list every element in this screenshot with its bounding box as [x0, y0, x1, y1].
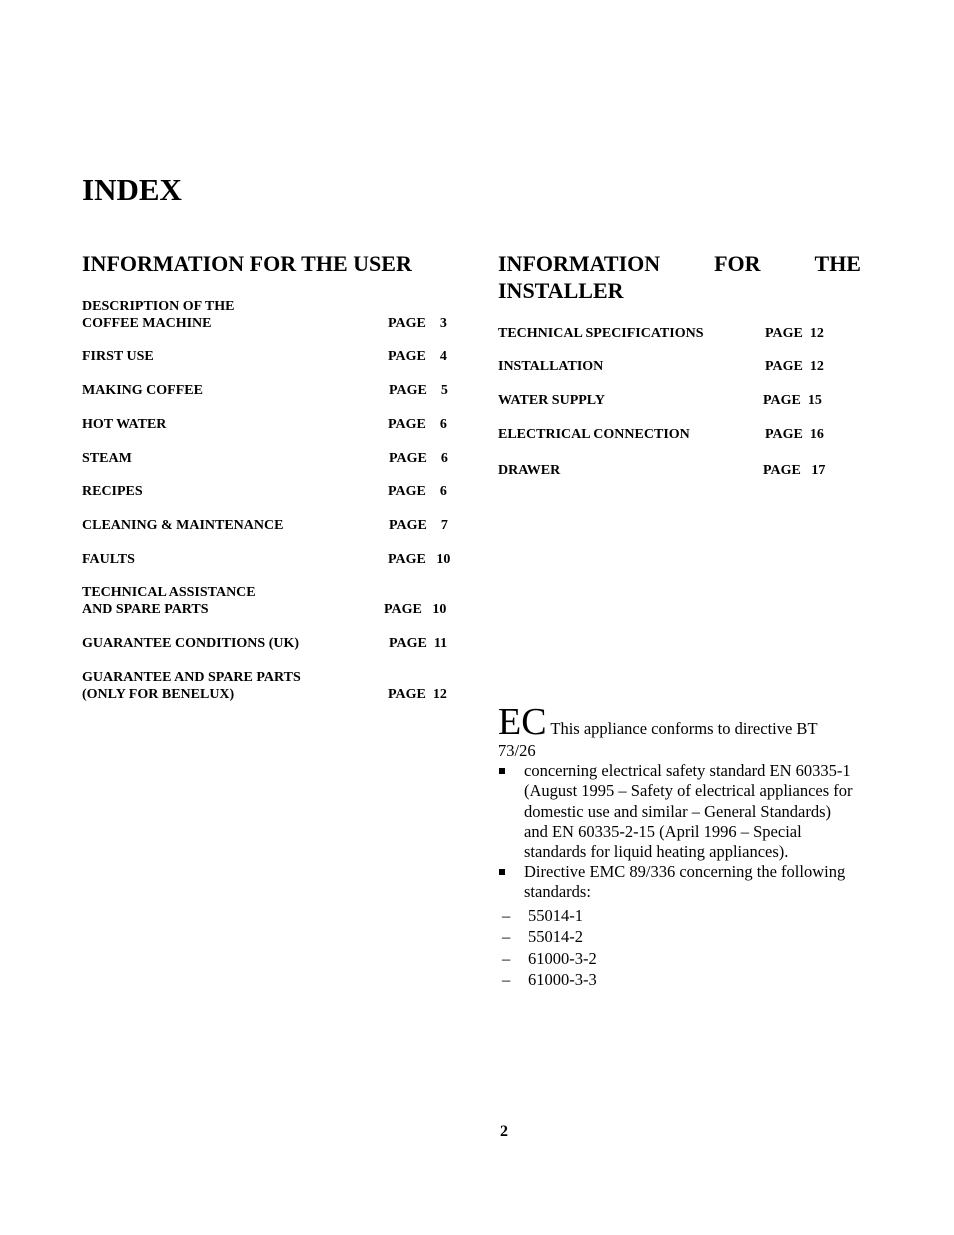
list-item: concerning electrical safety standard EN 60335-1 (August 1995 – Safety of electrical appliances for domestic use and similar – General Standards) and EN 60335-2-15 (April 1996 – Special standards for liquid heating appliances).: [498, 761, 858, 862]
installer-heading-word: FOR: [714, 251, 761, 276]
toc-entry-label: WATER SUPPLY: [498, 393, 605, 408]
toc-entry-page: PAGE 6: [389, 451, 448, 466]
toc-entry-label: GUARANTEE CONDITIONS (UK): [82, 636, 300, 651]
toc-entry-label: DESCRIPTION OF THE COFFEE MACHINE: [82, 299, 235, 331]
toc-entry-page: PAGE 10: [388, 552, 451, 567]
toc-entry: [82, 635, 462, 652]
toc-entry: [498, 392, 858, 409]
toc-entry: [82, 517, 462, 534]
toc-entry-label: TECHNICAL SPECIFICATIONS: [498, 326, 704, 341]
toc-entry-label: RECIPES: [82, 484, 143, 499]
toc-entry-page: PAGE 3: [388, 316, 447, 331]
ec-conformity-notice: [498, 703, 858, 991]
toc-entry: [82, 669, 462, 703]
installer-heading-word: INFORMATION: [498, 251, 661, 276]
toc-entry-label: CLEANING & MAINTENANCE: [82, 518, 284, 533]
list-item: – 61000-3-2: [502, 948, 597, 968]
dash-bullet: –: [502, 905, 511, 925]
page-number: 2: [500, 1123, 508, 1140]
ec-intro-text: This appliance conforms to directive BT 73/26: [498, 719, 818, 760]
toc-entry-label: MAKING COFFEE: [82, 383, 203, 398]
toc-entry-page: PAGE 16: [765, 427, 824, 442]
toc-entry-page: PAGE 11: [389, 636, 448, 651]
toc-entry-label: DRAWER: [498, 463, 561, 478]
user-section-heading: INFORMATION FOR THE USER: [82, 251, 412, 276]
toc-entry-page: PAGE 12: [765, 326, 824, 341]
toc-entry-page: PAGE 15: [763, 393, 822, 408]
page-title: INDEX: [82, 172, 182, 207]
installer-heading-word: THE: [814, 251, 861, 276]
toc-entry-label: TECHNICAL ASSISTANCE AND SPARE PARTS: [82, 585, 256, 617]
toc-entry: [82, 551, 462, 568]
toc-entry-page: PAGE 12: [765, 359, 824, 374]
toc-entry-label: GUARANTEE AND SPARE PARTS (ONLY FOR BENELUX): [82, 670, 301, 702]
square-bullet-icon: [499, 768, 505, 774]
square-bullet-icon: [499, 869, 505, 875]
list-item: – 55014-1: [502, 905, 583, 925]
toc-entry: [82, 450, 462, 467]
list-item: – 61000-3-3: [502, 970, 597, 990]
toc-entry-label: FIRST USE: [82, 349, 154, 364]
list-item: – 55014-2: [502, 927, 583, 947]
toc-entry-page: PAGE 6: [388, 484, 447, 499]
toc-entry-page: PAGE 6: [388, 417, 447, 432]
installer-heading-word: INSTALLER: [498, 278, 624, 303]
toc-entry: [498, 462, 858, 479]
toc-entry-page: PAGE 17: [763, 463, 826, 478]
toc-entry: [82, 382, 462, 399]
list-item: Directive EMC 89/336 concerning the following standards:: [498, 862, 858, 902]
toc-entry-page: PAGE 10: [384, 602, 447, 617]
toc-entry: [82, 416, 462, 433]
toc-entry: [498, 426, 858, 443]
dash-bullet: –: [502, 927, 511, 947]
toc-entry-page: PAGE 7: [389, 518, 448, 533]
toc-entry: [82, 584, 462, 618]
toc-entry: [498, 325, 858, 342]
toc-entry-page: PAGE 5: [389, 383, 448, 398]
dash-bullet: –: [502, 948, 511, 968]
toc-entry-page: PAGE 4: [388, 349, 447, 364]
toc-entry: [82, 483, 462, 500]
toc-entry: [82, 298, 462, 332]
dash-bullet: –: [502, 970, 511, 990]
ec-mark: EC: [498, 701, 547, 743]
toc-entry-label: STEAM: [82, 451, 132, 466]
toc-entry: [498, 358, 858, 375]
toc-entry-label: FAULTS: [82, 552, 135, 567]
ec-standards-list: [498, 905, 858, 991]
ec-intro: [498, 703, 858, 761]
toc-entry: [82, 348, 462, 365]
toc-entry-label: HOT WATER: [82, 417, 167, 432]
toc-entry-label: ELECTRICAL CONNECTION: [498, 427, 690, 442]
toc-entry-label: INSTALLATION: [498, 359, 604, 374]
installer-section-heading: [498, 250, 861, 304]
ec-directive-list: [498, 761, 858, 902]
toc-entry-page: PAGE 12: [388, 687, 447, 702]
